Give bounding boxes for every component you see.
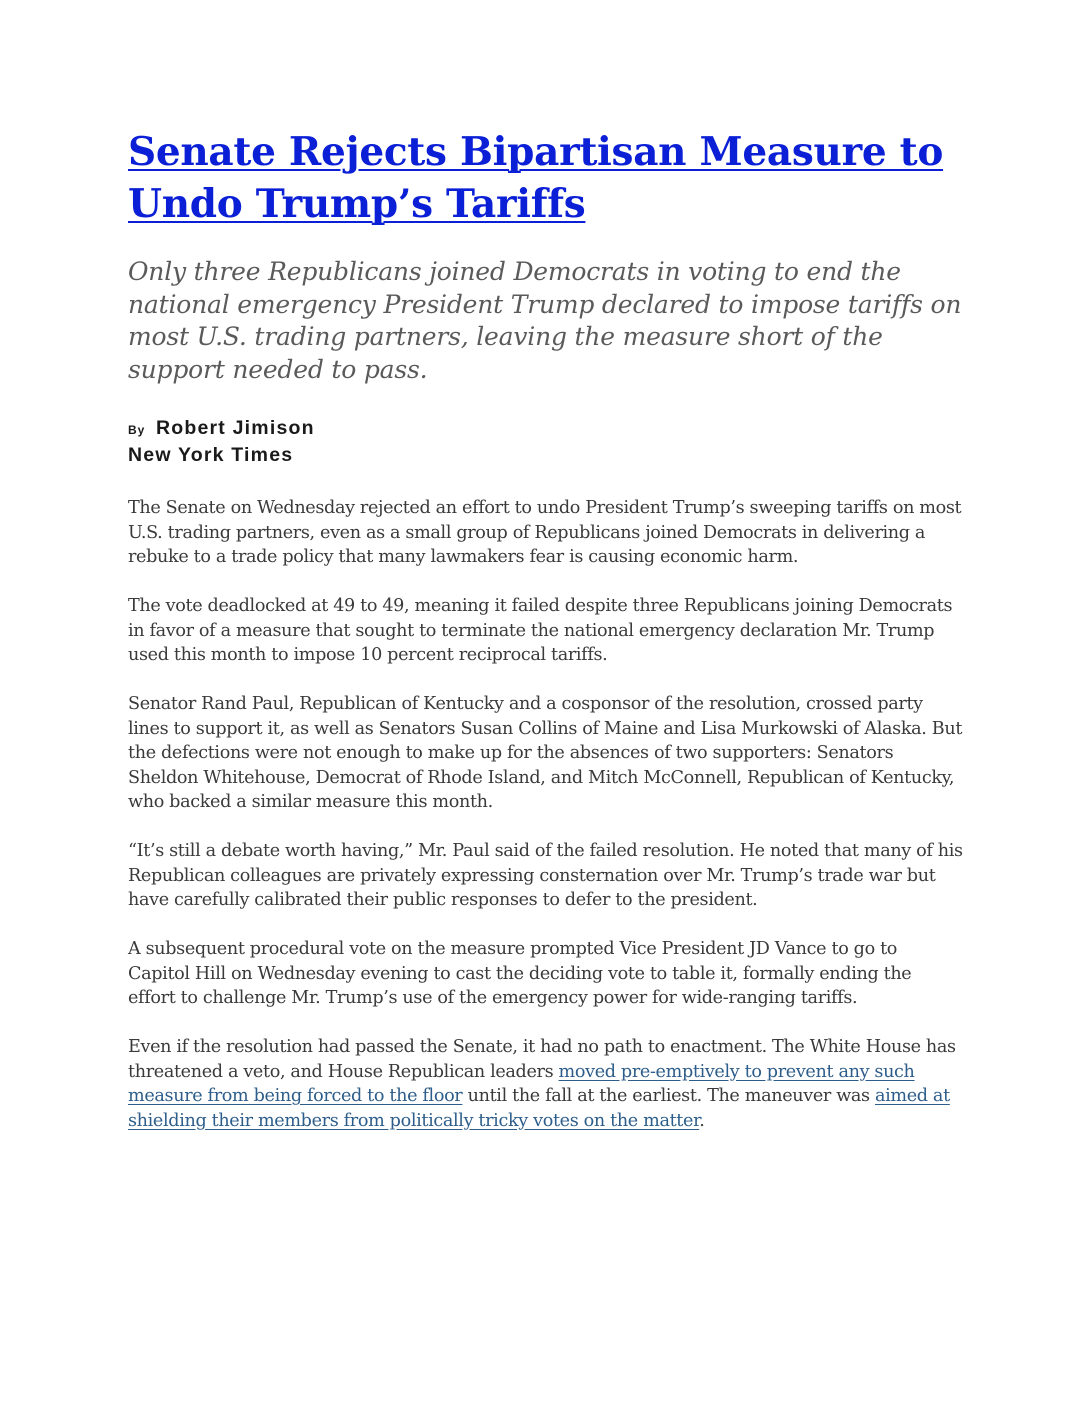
byline-publication: New York Times [128, 444, 294, 466]
paragraph-text: until the fall at the earliest. The maneuver was [462, 1086, 875, 1106]
paragraph-text: Even if the resolution had passed the Senate, it had no path to enactment. The White House has threatened a veto, and House Republican leaders [128, 1037, 956, 1082]
paragraph-with-links [128, 1035, 963, 1133]
byline [128, 416, 963, 468]
inline-link-shielding-members[interactable]: aimed at shielding their members from politically tricky votes on the matter [128, 1086, 950, 1131]
article-headline [128, 126, 963, 230]
article-subheadline: Only three Republicans joined Democrats in voting to end the national emergency President Trump declared to impose tariffs on most U.S. trading partners, leaving the measure short of the support needed to pass. [128, 257, 962, 384]
headline-link[interactable]: Senate Rejects Bipartisan Measure to Undo Trump’s Tariffs [128, 129, 944, 227]
byline-author-line [128, 416, 963, 443]
paragraph: “It’s still a debate worth having,” Mr. Paul said of the failed resolution. He noted that many of his Republican colleagues are privately expressing consternation over Mr. Trump’s trade war but have carefully calibrated their public responses to defer to the president. [128, 841, 963, 910]
paragraph: A subsequent procedural vote on the measure prompted Vice President JD Vance to go to Capitol Hill on Wednesday evening to cast the deciding vote to table it, formally ending the effort to challenge Mr. Trump’s use of the emergency power for wide-ranging tariffs. [128, 939, 912, 1008]
inline-link-house-rule[interactable]: moved pre-emptively to prevent any such measure from being forced to the floor [128, 1061, 915, 1106]
paragraph: Senator Rand Paul, Republican of Kentucky and a cosponsor of the resolution, crossed party lines to support it, as well as Senators Susan Collins of Maine and Lisa Murkowski of Alaska. But the defections were not enough to make up for the absences of two supporters: Senators Sheldon Whitehouse, Democrat of Rhode Island, and Mitch McConnell, Republican of Kentucky, who backed a similar measure this month. [128, 694, 963, 812]
paragraph: The Senate on Wednesday rejected an effort to undo President Trump’s sweeping tariffs on most U.S. trading partners, even as a small group of Republicans joined Democrats in delivering a rebuke to a trade policy that many lawmakers fear is causing economic harm. [128, 498, 962, 567]
paragraph-text: . [699, 1110, 705, 1131]
paragraph: The vote deadlocked at 49 to 49, meaning it failed despite three Republicans joining Democrats in favor of a measure that sought to terminate the national emergency declaration Mr. Trump used this month to impose 10 percent reciprocal tariffs. [128, 596, 953, 665]
byline-author: Robert Jimison [155, 417, 315, 439]
article [128, 126, 963, 1158]
byline-prefix: By [128, 423, 146, 437]
article-body [128, 496, 963, 1133]
